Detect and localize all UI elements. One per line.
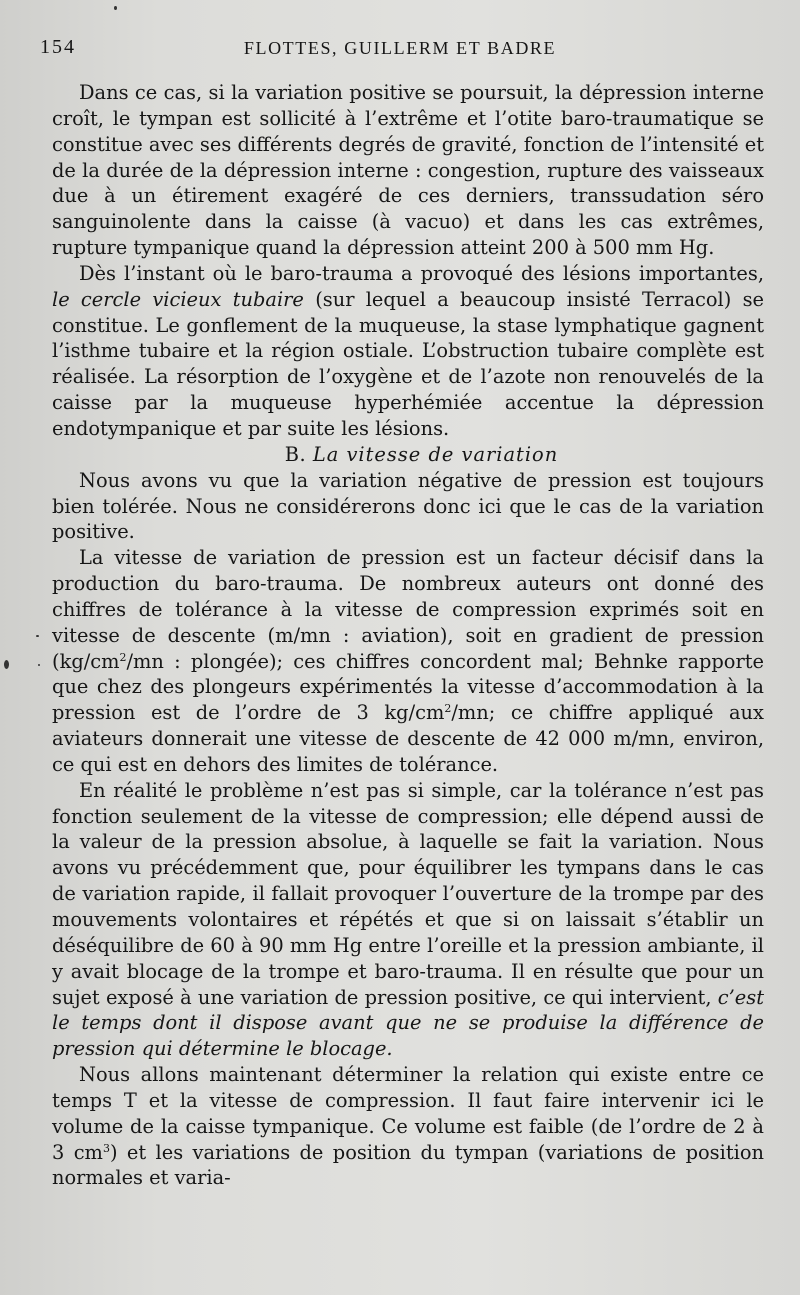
paragraph-5-italic: c’est le temps dont il dispose avant que ne se produise la différence de pression qui détermine le blocage. [52,985,764,1061]
paragraph-2-italic: le cercle vicieux tubaire [52,287,304,311]
section-letter: B. [284,442,307,466]
paragraph-2-part-a: Dès l’instant où le baro-trauma a provoqué des lésions importantes, [79,261,764,285]
superscript: 3 [102,1141,110,1155]
page-number: 154 [40,36,76,58]
paragraph-5 [52,778,764,1062]
paragraph-4 [52,545,764,778]
running-head: FLOTTES, GUILLERM ET BADRE [243,38,557,58]
paragraph-2-part-b: (sur lequel a beaucoup insisté Terracol) se constitue. Le gonflement de la muqueuse, la stase lymphatique gagnent l’isthme tubaire et la région ostiale. L’obstruction tubaire complète est réalisée. La résorption de l’oxygène et de l’azote non renouvelés de la caisse par la muqueuse hyperhémiée accentue la dépression endotympanique et par suite les lésions. [52,287,764,440]
paragraph-3: Nous avons vu que la variation négative de pression est toujours bien tolérée. Nous ne considérerons donc ici que le cas de la variation positive. [52,468,764,544]
paragraph-5-part-a: En réalité le problème n’est pas si simple, car la tolérance n’est pas fonction seulement de la vitesse de compression; elle dépend aussi de la valeur de la pression absolue, à laquelle se fait la variation. Nous avons vu précédemment que, pour équilibrer les tympans dans le cas de variation rapide, il fallait provoquer l’ouverture de la trompe par des mouvements volontaires et répétés et que si on laissait s’établir un déséquilibre de 60 à 90 mm Hg entre l’oreille et la pression ambiante, il y avait blocage de la trompe et baro-trauma. Il en résulte que pour un sujet exposé à une variation de pression positive, ce qui intervient, [52,778,764,1009]
ink-speck [114,6,117,10]
paragraph-2 [52,261,764,442]
paragraph-4-part-c: /mn; ce chiffre appliqué aux aviateurs donnerait une vitesse de descente de 42 000 m/mn, environ, ce qui est en dehors des limites de tolérance. [52,701,764,776]
ink-speck [36,635,39,637]
paragraph-6-part-b: ) et les variations de position du tympan (variations de position normales et varia- [52,1140,764,1190]
paragraph-6 [52,1062,764,1191]
ink-speck [38,664,40,666]
superscript: 2 [119,650,127,664]
section-title: La vitesse de variation [312,442,559,466]
section-heading [52,442,764,468]
page-body [52,80,764,1191]
page-header [40,36,760,66]
paragraph-6-part-a: Nous allons maintenant déterminer la relation qui existe entre ce temps T et la vitesse de compression. Il faut faire intervenir ici le volume de la caisse tympanique. Ce volume est faible (de l’ordre de 2 à 3 cm [52,1063,764,1164]
ink-speck [4,660,9,669]
paragraph-1: Dans ce cas, si la variation positive se poursuit, la dépression interne croît, le tympan est sollicité à l’extrême et l’otite baro-traumatique se constitue avec ses différents degrés de gravité, fonction de l’intensité et de la durée de la dépression interne : congestion, rupture des vaisseaux due à un étirement exagéré de ces derniers, transsudation séro sanguinolente dans la caisse (à vacuo) et dans les cas extrêmes, rupture tympanique quand la dépression atteint 200 à 500 mm Hg. [52,81,764,260]
superscript: 2 [444,702,452,716]
paragraph-4-part-a: La vitesse de variation de pression est un facteur décisif dans la production du baro-trauma. De nombreux auteurs ont donné des chiffres de tolérance à la vitesse de compression exprimés soit en vitesse de descente (m/mn : aviation), soit en gradient de pression (kg/cm [52,546,764,673]
paragraph-4-part-b: /mn : plongée); ces chiffres concordent mal; Behnke rapporte que chez des plongeurs expérimentés la vitesse d’accommodation à la pression est de l’ordre de 3 kg/cm [52,649,764,725]
